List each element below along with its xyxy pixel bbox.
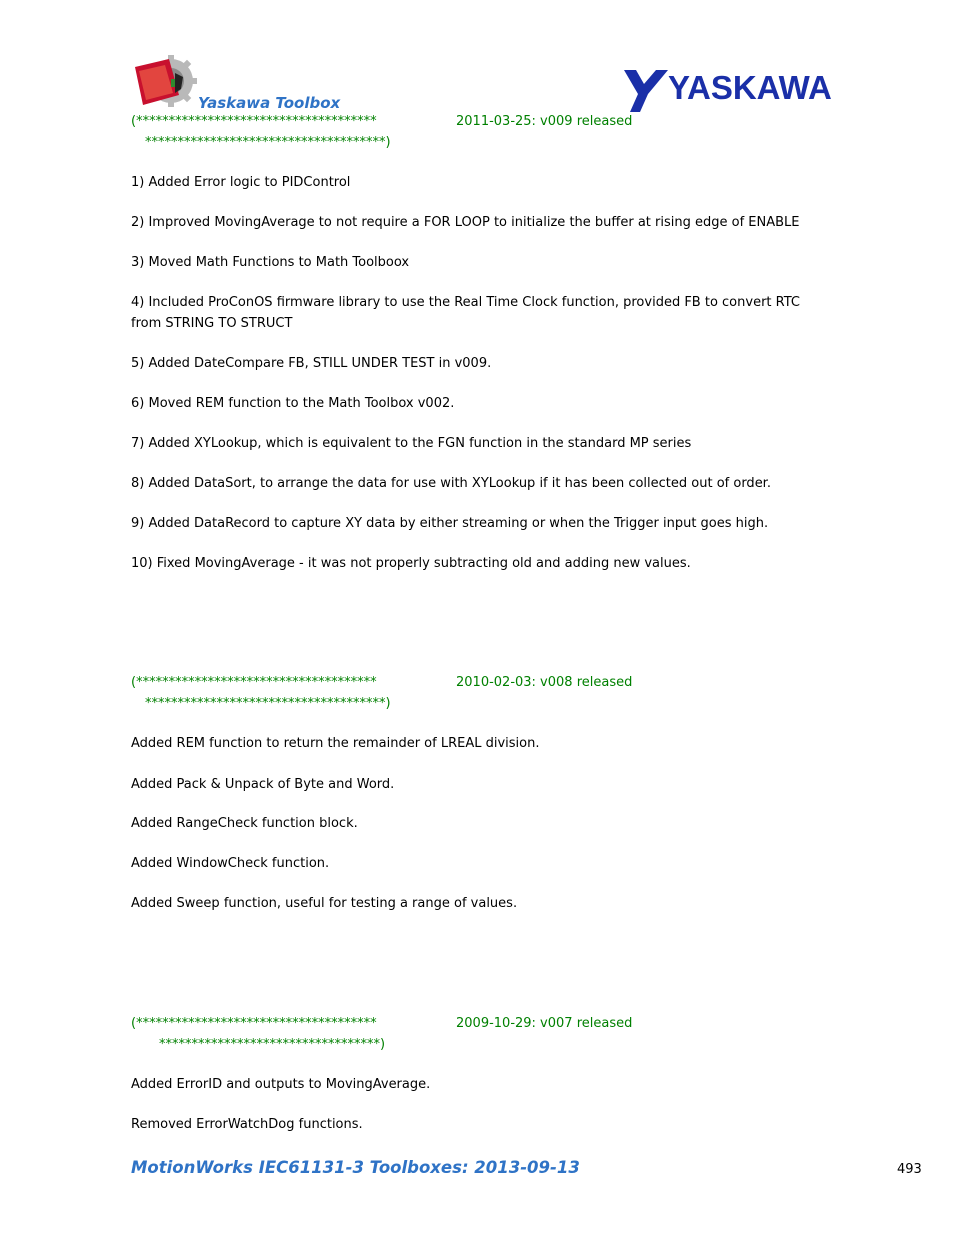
release-date: 2009-10-29: v007 released xyxy=(456,1016,633,1031)
list-item: Added Pack & Unpack of Byte and Word. xyxy=(131,777,395,792)
list-item: Added REM function to return the remainder of LREAL division. xyxy=(131,736,540,751)
list-item: 8) Added DataSort, to arrange the data for use with XYLookup if it has been collected out of order. xyxy=(131,476,771,491)
comment-open: (************************************* xyxy=(131,114,377,129)
list-item: 4) Included ProConOS firmware library to use the Real Time Clock function, provided FB to convert RTC from STRING TO STRUCT xyxy=(131,295,800,331)
list-item: Added ErrorID and outputs to MovingAverage. xyxy=(131,1077,431,1092)
list-item: 9) Added DataRecord to capture XY data by either streaming or when the Trigger input goes high. xyxy=(131,516,769,531)
release-date: 2010-02-03: v008 released xyxy=(456,675,633,690)
comment-open: (************************************* xyxy=(131,1016,377,1031)
list-item: Removed ErrorWatchDog functions. xyxy=(131,1117,363,1132)
list-item: Added Sweep function, useful for testing a range of values. xyxy=(131,896,518,911)
list-item: 2) Improved MovingAverage to not require a FOR LOOP to initialize the buffer at rising edge of ENABLE xyxy=(131,215,800,230)
list-item: 5) Added DateCompare FB, STILL UNDER TEST in v009. xyxy=(131,356,492,371)
footer-title: MotionWorks IEC61131-3 Toolboxes: 2013-09-13 xyxy=(131,1158,580,1177)
svg-text:YASKAWA: YASKAWA xyxy=(668,69,832,106)
list-item: 1) Added Error logic to PIDControl xyxy=(131,175,351,190)
comment-close: **********************************) xyxy=(159,1037,386,1052)
header-title: Yaskawa Toolbox xyxy=(198,94,341,112)
release-date: 2011-03-25: v009 released xyxy=(456,114,633,129)
comment-open: (************************************* xyxy=(131,675,377,690)
list-item: 3) Moved Math Functions to Math Toolboox xyxy=(131,255,410,270)
list-item: 7) Added XYLookup, which is equivalent to the FGN function in the standard MP series xyxy=(131,436,692,451)
list-item: 6) Moved REM function to the Math Toolbox v002. xyxy=(131,396,455,411)
list-item: Added WindowCheck function. xyxy=(131,856,330,871)
list-item: Added RangeCheck function block. xyxy=(131,816,358,831)
page-number: 493 xyxy=(897,1162,922,1177)
comment-close: *************************************) xyxy=(145,696,391,711)
yaskawa-logo xyxy=(622,66,844,112)
comment-close: *************************************) xyxy=(145,135,391,150)
toolbox-logo-icon xyxy=(131,55,201,110)
list-item: 10) Fixed MovingAverage - it was not properly subtracting old and adding new values. xyxy=(131,556,691,571)
